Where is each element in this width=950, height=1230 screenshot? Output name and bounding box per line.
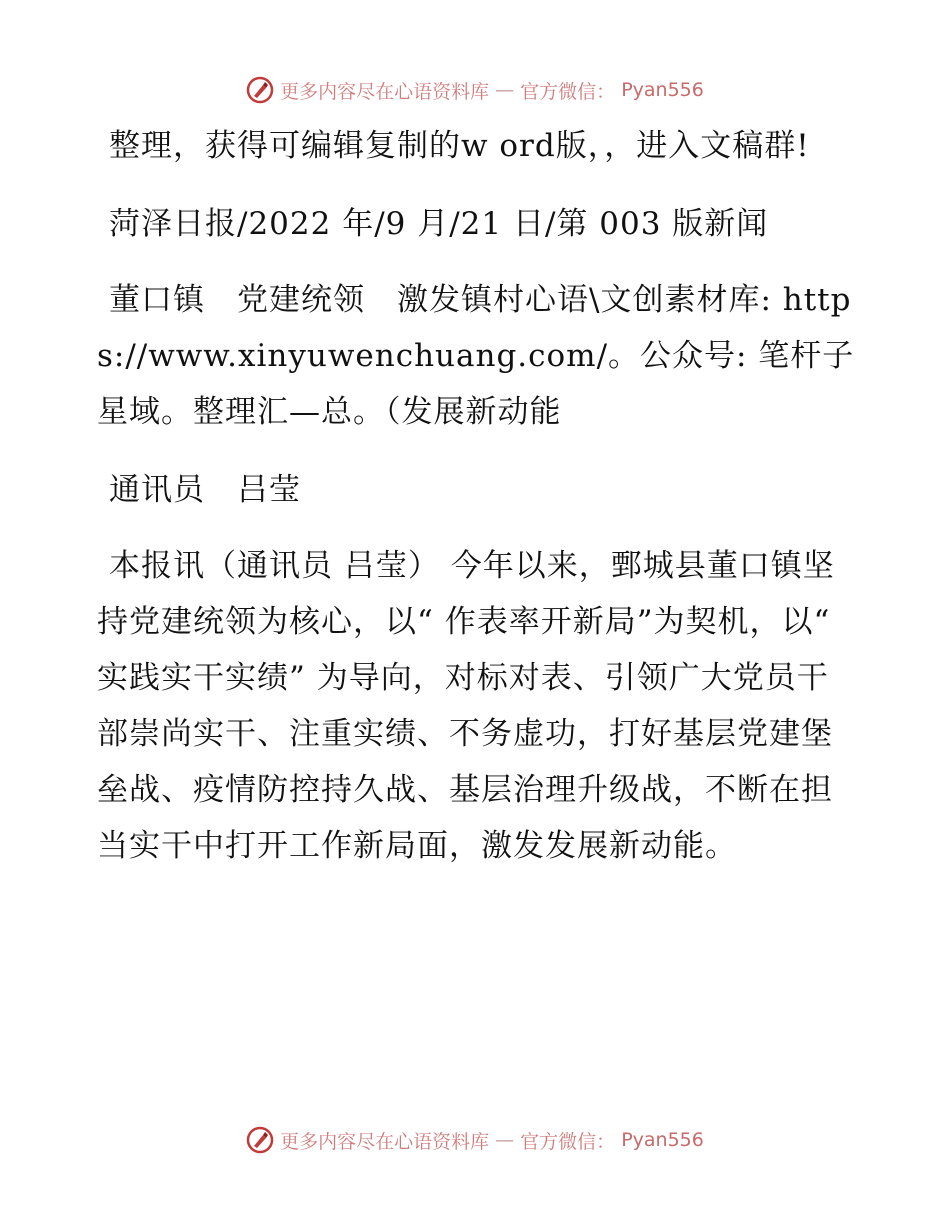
main-paragraph: 本报讯（通讯员 吕莹） 今年以来，鄄城县董口镇坚持党建统领为核心，以“ 作表率开新局”为契机，以“ 实践实干实绩” 为导向，对标对表、引领广大党员干部崇尚实干、注重实绩、不务虚功，打好基层党建堡垒战、疫情防控持久战、基层治理升级战，不断在担当实干中打开工作新局面，激发发展新动能。 bbox=[97, 548, 835, 864]
footer-watermark-banner bbox=[0, 1122, 950, 1158]
intro-paragraph: 整理，获得可编辑复制的w ord版，，进入文稿群! bbox=[109, 128, 810, 164]
header-banner-contact: Pyan556 bbox=[621, 79, 704, 101]
header-banner-official-label: 官方微信： bbox=[520, 80, 616, 103]
source-line: 菏泽日报/2022 年/9 月/21 日/第 003 版新闻 bbox=[109, 206, 769, 242]
footer-banner-main-text: 更多内容尽在心语资料库 bbox=[280, 1130, 490, 1153]
footer-banner-official-label: 官方微信： bbox=[520, 1130, 616, 1153]
footer-banner-separator: — bbox=[495, 1129, 515, 1151]
title-paragraph: 董口镇 党建统领 激发镇村心语\文创素材库: https://www.xinyuwenchuang.com/。公众号: 笔杆子星域。整理汇—总。（发展新动能 bbox=[97, 282, 855, 430]
document-body bbox=[97, 118, 857, 896]
pen-logo-icon bbox=[246, 1126, 274, 1154]
pen-logo-icon bbox=[246, 76, 274, 104]
header-banner-main-text: 更多内容尽在心语资料库 bbox=[280, 80, 490, 103]
reporter-line: 通讯员 吕莹 bbox=[109, 472, 301, 508]
footer-banner-contact: Pyan556 bbox=[621, 1129, 704, 1151]
header-watermark-banner bbox=[0, 72, 950, 108]
header-banner-separator: — bbox=[495, 79, 515, 101]
